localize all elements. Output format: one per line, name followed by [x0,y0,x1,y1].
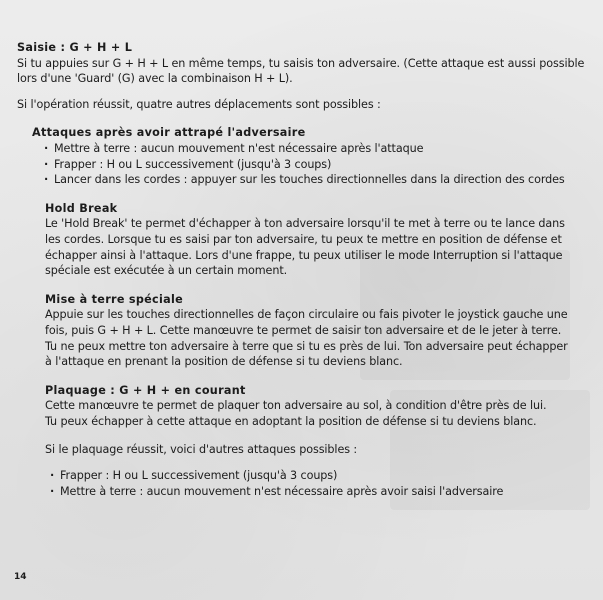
section-hold-break [17,201,592,279]
list-item: · Frapper : H ou L successivement (jusqu'à 3 coups) [44,157,592,173]
plaquage-success-intro: Si le plaquage réussit, voici d'autres attaques possibles : [45,443,358,457]
heading-mise-a-terre: Mise à terre spéciale [45,292,183,306]
heading-saisie: Saisie : G + H + L [17,41,133,54]
mise-a-terre-line: Appuie sur les touches directionnelles de façon circulaire ou fais pivoter le joystick gauche une [45,308,568,322]
heading-hold-break: Hold Break [45,201,118,215]
hold-break-line: Le 'Hold Break' te permet d'échapper à ton adversaire lorsqu'il te met à terre ou te lance dans [45,217,565,231]
page-number: 14 [14,572,27,582]
list-item: · Frapper : H ou L successivement (jusqu'à 3 coups) [50,468,592,484]
mise-a-terre-line: à l'attaque en prenant la position de défense si tu deviens blanc. [45,355,403,369]
list-item: · Mettre à terre : aucun mouvement n'est nécessaire après avoir saisi l'adversaire [50,484,592,500]
section-saisie [17,40,592,87]
mise-a-terre-line: Tu ne peux mettre ton adversaire à terre que si tu es près de lui. Ton adversaire peut échapper [45,339,568,353]
hold-break-line: spéciale est exécutée à un certain moment. [45,264,288,278]
list-item: · Mettre à terre : aucun mouvement n'est nécessaire après l'attaque [44,141,592,157]
list-item: · Lancer dans les cordes : appuyer sur les touches directionnelles dans la direction des cordes [44,172,592,188]
saisie-line-2: lors d'une 'Guard' (G) avec la combinaison H + L). [17,72,293,86]
heading-attacks-after: Attaques après avoir attrapé l'adversaire [32,126,306,140]
section-attacks-after [17,125,592,141]
hold-break-line: échapper ainsi à l'attaque. Lors d'une frappe, tu peux utiliser le mode Interruption si l'attaque [45,248,563,262]
hold-break-line: les cordes. Lorsque tu es saisi par ton adversaire, tu peux te mettre en position de défense et [45,232,562,246]
saisie-line-1: Si tu appuies sur G + H + L en même temps, tu saisis ton adversaire. (Cette attaque est aussi possible [17,56,585,70]
section-plaquage [17,383,592,430]
attacks-after-list [17,141,592,188]
page-content [17,40,592,499]
plaquage-success-list [17,468,592,499]
heading-plaquage: Plaquage : G + H + en courant [45,383,246,397]
plaquage-line: Cette manœuvre te permet de plaquer ton adversaire au sol, à condition d'être près de lui. [45,399,547,413]
intro-moves: Si l'opération réussit, quatre autres déplacements sont possibles : [17,97,381,111]
section-mise-a-terre [17,292,592,370]
plaquage-line: Tu peux échapper à cette attaque en adoptant la position de défense si tu deviens blanc. [45,414,537,428]
mise-a-terre-line: fois, puis G + H + L. Cette manœuvre te permet de saisir ton adversaire et de le jeter à terre. [45,323,562,337]
